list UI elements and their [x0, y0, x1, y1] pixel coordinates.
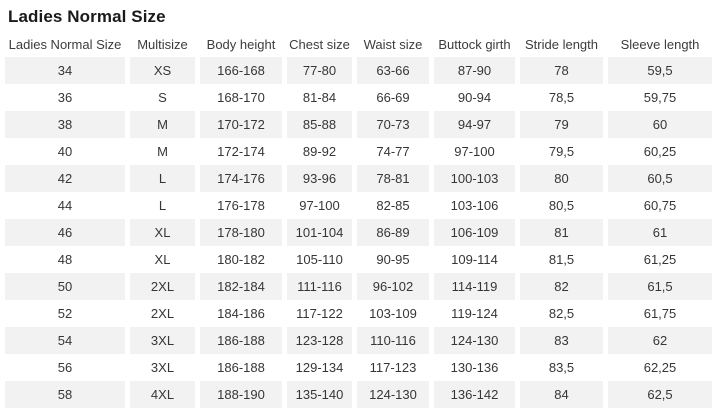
table-cell: 70-73 — [357, 111, 429, 138]
table-cell: 129-134 — [287, 354, 352, 381]
table-cell: 59,75 — [608, 84, 712, 111]
table-cell: 74-77 — [357, 138, 429, 165]
table-cell: 62 — [608, 327, 712, 354]
table-cell: 124-130 — [357, 381, 429, 408]
table-cell: 78,5 — [520, 84, 603, 111]
column-header: Sleeve length — [620, 36, 700, 52]
table-cell: 2XL — [130, 273, 195, 300]
table-cell: 182-184 — [200, 273, 282, 300]
table-row — [5, 300, 712, 327]
table-cell: 114-119 — [434, 273, 515, 300]
table-cell: 166-168 — [200, 57, 282, 84]
table-cell: 97-100 — [287, 192, 352, 219]
table-body — [5, 57, 712, 408]
table-cell: 110-116 — [357, 327, 429, 354]
table-cell: 136-142 — [434, 381, 515, 408]
table-cell: 61,25 — [608, 246, 712, 273]
table-cell: 96-102 — [357, 273, 429, 300]
table-cell: 85-88 — [287, 111, 352, 138]
table-cell: 188-190 — [200, 381, 282, 408]
table-cell: 80 — [520, 165, 603, 192]
table-cell: L — [130, 192, 195, 219]
table-cell: 130-136 — [434, 354, 515, 381]
table-cell: 170-172 — [200, 111, 282, 138]
column-header: Chest size — [289, 36, 350, 52]
column-header: Stride length — [525, 36, 598, 52]
table-cell: 77-80 — [287, 57, 352, 84]
table-cell: 60,75 — [608, 192, 712, 219]
table-cell: 87-90 — [434, 57, 515, 84]
table-cell: 86-89 — [357, 219, 429, 246]
table-cell: 93-96 — [287, 165, 352, 192]
table-row — [5, 219, 712, 246]
size-chart-table — [0, 31, 717, 408]
table-cell: XS — [130, 57, 195, 84]
table-row — [5, 165, 712, 192]
table-cell: 94-97 — [434, 111, 515, 138]
table-cell: 81-84 — [287, 84, 352, 111]
table-cell: 101-104 — [287, 219, 352, 246]
table-row — [5, 84, 712, 111]
header-row — [5, 31, 712, 57]
column-header: Multisize — [137, 36, 188, 52]
table-cell: 90-95 — [357, 246, 429, 273]
table-cell: 61,75 — [608, 300, 712, 327]
table-cell: 50 — [5, 273, 125, 300]
table-cell: 90-94 — [434, 84, 515, 111]
table-cell: 178-180 — [200, 219, 282, 246]
table-cell: 168-170 — [200, 84, 282, 111]
table-cell: 82,5 — [520, 300, 603, 327]
table-cell: 42 — [5, 165, 125, 192]
table-cell: 180-182 — [200, 246, 282, 273]
table-cell: 38 — [5, 111, 125, 138]
table-cell: 40 — [5, 138, 125, 165]
table-cell: 79,5 — [520, 138, 603, 165]
table-cell: 172-174 — [200, 138, 282, 165]
table-cell: 63-66 — [357, 57, 429, 84]
table-cell: 81,5 — [520, 246, 603, 273]
table-cell: XL — [130, 219, 195, 246]
table-cell: 81 — [520, 219, 603, 246]
table-cell: L — [130, 165, 195, 192]
table-cell: 103-109 — [357, 300, 429, 327]
table-cell: 78-81 — [357, 165, 429, 192]
table-cell: 61 — [608, 219, 712, 246]
table-cell: 109-114 — [434, 246, 515, 273]
table-cell: XL — [130, 246, 195, 273]
table-cell: 48 — [5, 246, 125, 273]
table-cell: 135-140 — [287, 381, 352, 408]
table-cell: 84 — [520, 381, 603, 408]
column-header: Waist size — [363, 36, 423, 52]
table-cell: 66-69 — [357, 84, 429, 111]
table-cell: 36 — [5, 84, 125, 111]
table-cell: 61,5 — [608, 273, 712, 300]
table-row — [5, 354, 712, 381]
table-cell: 117-122 — [287, 300, 352, 327]
table-cell: 59,5 — [608, 57, 712, 84]
table-cell: M — [130, 138, 195, 165]
column-header: Buttock girth — [438, 36, 511, 52]
table-cell: 119-124 — [434, 300, 515, 327]
table-row — [5, 246, 712, 273]
page-title: Ladies Normal Size — [8, 7, 166, 26]
table-cell: 2XL — [130, 300, 195, 327]
table-cell: 80,5 — [520, 192, 603, 219]
column-header: Body height — [206, 36, 276, 52]
table-row — [5, 138, 712, 165]
table-cell: 117-123 — [357, 354, 429, 381]
table-cell: 97-100 — [434, 138, 515, 165]
table-row — [5, 327, 712, 354]
table-cell: 186-188 — [200, 327, 282, 354]
table-cell: 176-178 — [200, 192, 282, 219]
table-cell: 105-110 — [287, 246, 352, 273]
table-cell: 34 — [5, 57, 125, 84]
table-cell: 83 — [520, 327, 603, 354]
table-cell: 3XL — [130, 327, 195, 354]
table-cell: 44 — [5, 192, 125, 219]
table-cell: S — [130, 84, 195, 111]
table-cell: 60 — [608, 111, 712, 138]
table-cell: 3XL — [130, 354, 195, 381]
table-cell: M — [130, 111, 195, 138]
table-cell: 60,5 — [608, 165, 712, 192]
table-cell: 46 — [5, 219, 125, 246]
table-cell: 58 — [5, 381, 125, 408]
table-cell: 54 — [5, 327, 125, 354]
table-cell: 123-128 — [287, 327, 352, 354]
table-cell: 106-109 — [434, 219, 515, 246]
table-cell: 78 — [520, 57, 603, 84]
table-cell: 79 — [520, 111, 603, 138]
table-row — [5, 57, 712, 84]
table-header — [5, 31, 712, 57]
table-row — [5, 111, 712, 138]
table-cell: 82 — [520, 273, 603, 300]
table-cell: 60,25 — [608, 138, 712, 165]
table-cell: 82-85 — [357, 192, 429, 219]
table-cell: 103-106 — [434, 192, 515, 219]
table-cell: 62,25 — [608, 354, 712, 381]
column-header: Ladies Normal Size — [8, 36, 122, 52]
table-cell: 184-186 — [200, 300, 282, 327]
table-cell: 62,5 — [608, 381, 712, 408]
table-row — [5, 192, 712, 219]
table-cell: 4XL — [130, 381, 195, 408]
table-cell: 174-176 — [200, 165, 282, 192]
table-cell: 124-130 — [434, 327, 515, 354]
table-row — [5, 381, 712, 408]
table-cell: 111-116 — [287, 273, 352, 300]
table-cell: 100-103 — [434, 165, 515, 192]
table-cell: 52 — [5, 300, 125, 327]
table-row — [5, 273, 712, 300]
table-cell: 56 — [5, 354, 125, 381]
table-cell: 186-188 — [200, 354, 282, 381]
table-cell: 83,5 — [520, 354, 603, 381]
table-cell: 89-92 — [287, 138, 352, 165]
